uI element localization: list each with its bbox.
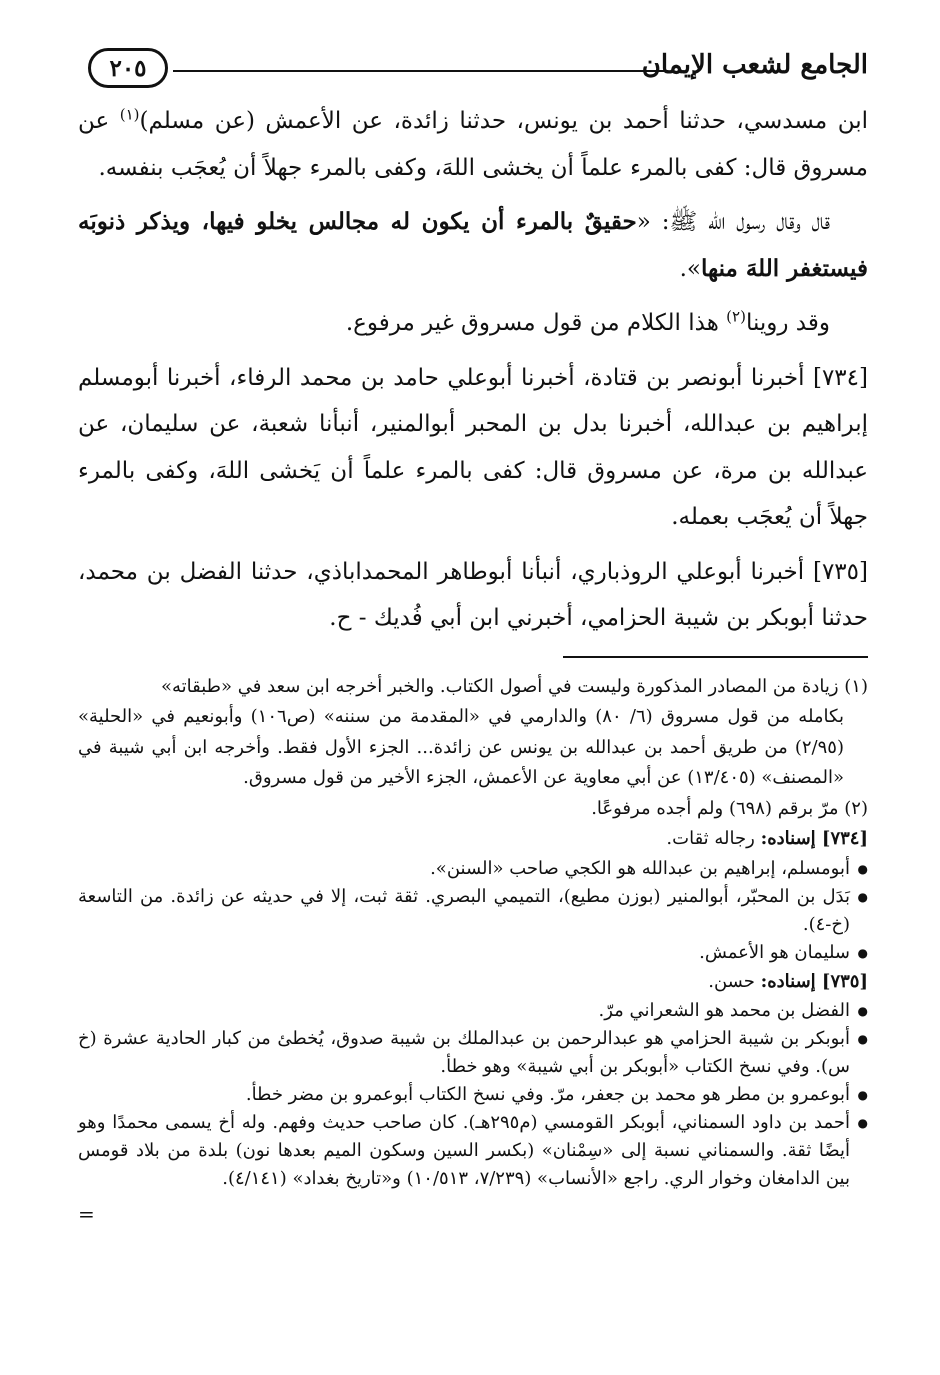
footnote-1-first-line: (١) زيادة من المصادر المذكورة وليست في أصول الكتاب. والخبر أخرجه ابن سعد في «طبقاته» bbox=[160, 675, 868, 697]
paragraph-1-text: ابن مسدسي، حدثنا أحمد بن يونس، حدثنا زائدة، عن الأعمش (عن مسلم) bbox=[139, 108, 868, 134]
main-text bbox=[78, 98, 868, 642]
isnad-735-label: [٧٣٥] إسناده: bbox=[760, 970, 868, 992]
paragraph-3-text-end: هذا الكلام من قول مسروق غير مرفوع. bbox=[345, 310, 727, 336]
paragraph-1-text-end: عن مسروق قال: كفى بالمرء علماً أن يخشى اللهَ، وكفى بالمرء جهلاً أن يُعجَب بنفسه. bbox=[78, 108, 868, 181]
list-item: ● الفضل بن محمد هو الشعراني مرّ. bbox=[78, 997, 850, 1025]
paragraph-3 bbox=[78, 300, 868, 347]
hadith-number-734: [٧٣٤] bbox=[812, 364, 868, 391]
header-rule bbox=[173, 70, 668, 72]
isnad-734-label: [٧٣٤] إسناده: bbox=[760, 828, 868, 849]
isnad-735-heading bbox=[78, 967, 868, 998]
footnote-ref-2: (٢) bbox=[726, 307, 746, 326]
isnad-735-list bbox=[78, 997, 868, 1193]
footnote-2: (٢) مرّ برقم (٦٩٨) ولم أجده مرفوعًا. bbox=[591, 797, 868, 819]
isnad-735-value: حسن. bbox=[708, 970, 761, 992]
list-item: ● أبوعمرو بن مطر هو محمد بن جعفر، مرّ. وفي نسخ الكتاب أبوعمرو بن مضر خطأ. bbox=[78, 1081, 850, 1109]
list-item: ● بَدَل بن المحبّر، أبوالمنير (بوزن مطيع)، التميمي البصري. ثقة ثبت، إلا في حديثه عن زائدة. من التاسعة (خ-٤). bbox=[78, 883, 850, 939]
running-title: الجامع لشعب الإيمان bbox=[641, 50, 868, 80]
footnotes bbox=[78, 672, 868, 1230]
page-header bbox=[78, 36, 868, 98]
footnote-1-continued: بكامله من قول مسروق (٦/ ٨٠) والدارمي في «المقدمة من سننه» (ص١٠٦) وأبونعيم في «الحلية» (٢/٩٥) من طريق أحمد بن عبدالله بن يونس عن زائدة... الجزء الأول فقط. وأخرجه ابن أبي شيبة في «المصنف» (١٣/٤٠٥) عن أبي معاوية عن الأعمش، الجزء الأخير من قول مسروق. bbox=[78, 706, 844, 788]
paragraph-2-close: ». bbox=[679, 255, 701, 282]
book-page bbox=[78, 36, 868, 1230]
paragraph-1 bbox=[78, 98, 868, 191]
isnad-734-heading bbox=[78, 824, 868, 855]
list-item: ● أبومسلم، إبراهيم بن عبدالله هو الكجي صاحب «السنن». bbox=[78, 855, 850, 883]
hadith-text: حقيقٌ بالمرء أن يكون له مجالس يخلو فيها، ويذكر ذنوبَه فيستغفر اللهَ منها bbox=[78, 208, 868, 282]
list-item: ● سليمان هو الأعمش. bbox=[78, 939, 850, 967]
paragraph-3-text: وقد روينا bbox=[745, 310, 830, 336]
paragraph-2 bbox=[78, 199, 868, 292]
isnad-734-list bbox=[78, 855, 868, 967]
list-item: ● أحمد بن داود السمناني، أبوبكر القومسي (م٢٩٥هـ). كان صاحب حديث وفهم. وله أخ يسمى محمدًا وهو أيضًا ثقة. والسمناني نسبة إلى «سِمْنان» (بكسر السين وسكون الميم بعدها نون) بلدة من بلاد قومس بين الدامغان وخوار الري. راجع «الأنساب» (٧/٢٣٩، ١٠/٥١٣) و«تاريخ بغداد» (٤/١٤١). bbox=[78, 1109, 850, 1193]
hadith-734-text: أخبرنا أبونصر بن قتادة، أخبرنا أبوعلي حامد بن محمد الرفاء، أخبرنا أبومسلم إبراهيم بن عبدالله، أخبرنا بدل بن المحبر أبوالمنير، أنبأنا شعبة، عن سليمان، عن عبدالله بن مرة، عن مسروق قال: كفى بالمرء علماً أن يَخشى اللهَ، وكفى بالمرء جهلاً أن يُعجَب بعمله. bbox=[78, 364, 868, 530]
hadith-735-text: أخبرنا أبوعلي الروذباري، أنبأنا أبوطاهر المحمداباذي، حدثنا الفضل بن محمد، حدثنا أبوبكر بن شيبة الحزامي، أخبرني ابن أبي فُديك - ح. bbox=[78, 558, 868, 631]
hadith-734 bbox=[78, 355, 868, 541]
footnote-1 bbox=[78, 672, 868, 703]
paragraph-2-intro: قال وقال رسول الله ﷺ: « bbox=[636, 209, 830, 235]
footnote-ref-1: (١) bbox=[119, 105, 140, 124]
isnad-734-value: رجاله ثقات. bbox=[666, 828, 761, 849]
footnote-separator bbox=[563, 656, 868, 658]
hadith-735 bbox=[78, 549, 868, 642]
continuation-mark: = bbox=[78, 1202, 95, 1226]
list-item: ● أبوبكر بن شيبة الحزامي هو عبدالرحمن بن عبدالملك بن شيبة صدوق، يُخطئ من كبار الحادية عشرة (خ س). وفي نسخ الكتاب «أبوبكر بن أبي شيبة» وهو خطأ. bbox=[78, 1025, 850, 1081]
hadith-number-735: [٧٣٥] bbox=[812, 558, 868, 585]
page-number-badge: ٢٠٥ bbox=[88, 48, 168, 88]
